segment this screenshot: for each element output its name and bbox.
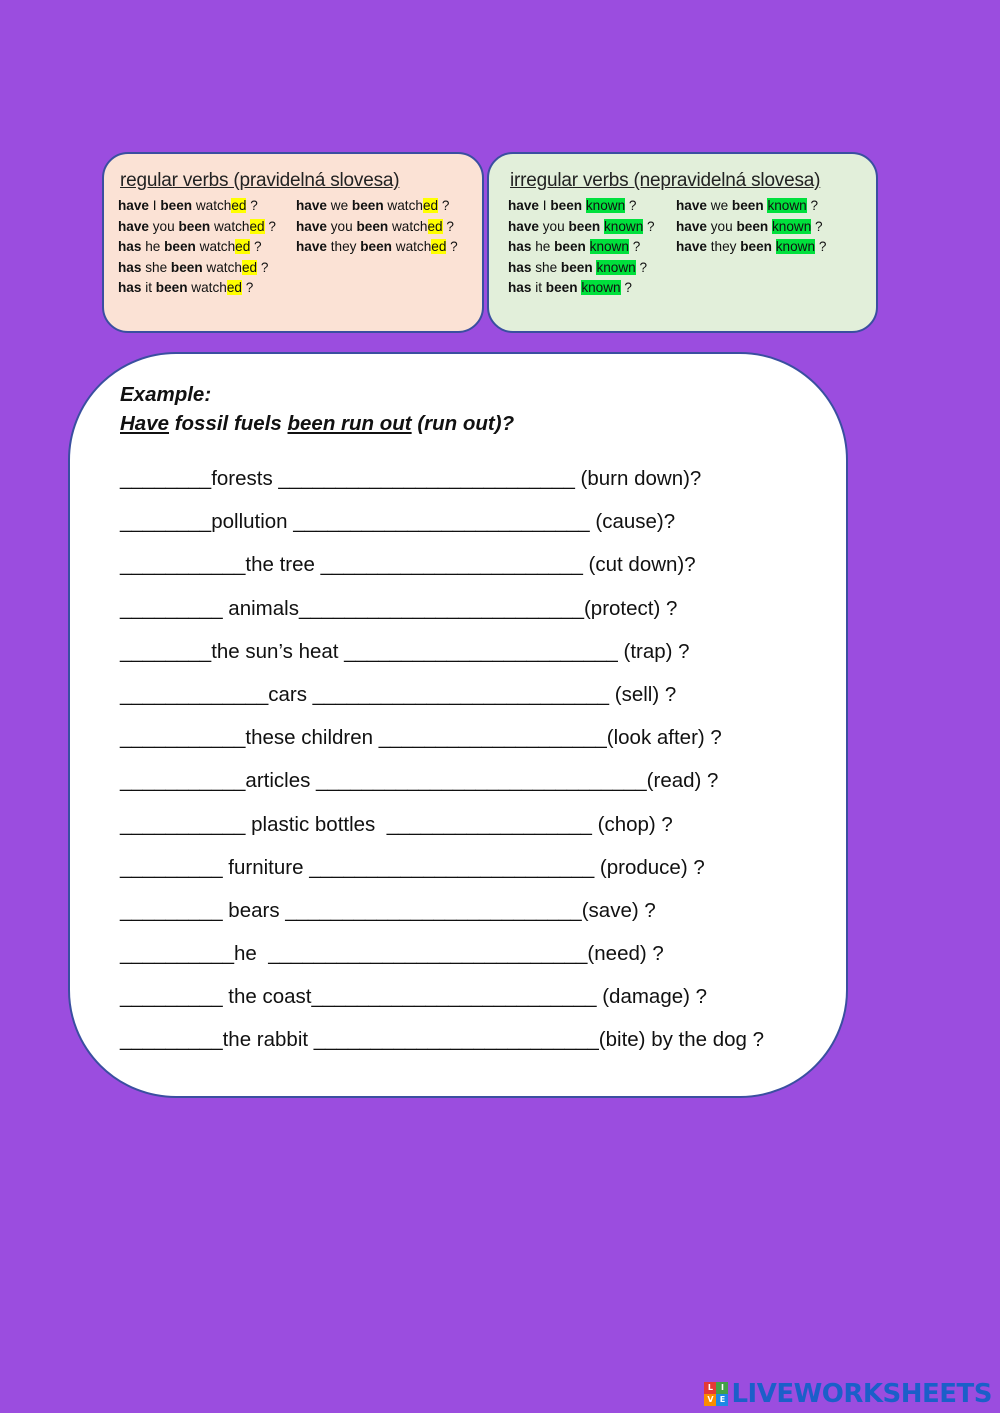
example-been-run-out: been run out bbox=[287, 412, 412, 435]
form-text: we bbox=[326, 198, 352, 213]
example-sentence bbox=[120, 409, 514, 438]
exercise-item[interactable]: ________forests __________________________ (burn down)? bbox=[120, 467, 702, 490]
form-text: you bbox=[326, 218, 357, 234]
auxiliary-word: been bbox=[731, 198, 764, 213]
exercise-item[interactable]: ________pollution __________________________ (cause)? bbox=[120, 510, 676, 534]
verb-ending-highlight: ed bbox=[431, 239, 447, 254]
irregular-verbs-forms bbox=[508, 196, 876, 298]
exercise-item[interactable]: ___________ plastic bottles __________________ (chop) ? bbox=[120, 812, 673, 836]
exercise-item[interactable]: _________ animals_________________________(protect) ? bbox=[120, 596, 678, 620]
irregular-verb-form bbox=[508, 217, 676, 237]
verb-ending-highlight: ed bbox=[249, 218, 265, 234]
regular-verb-form bbox=[118, 258, 296, 278]
exercise-item[interactable]: __________he ____________________________(need) ? bbox=[120, 942, 664, 966]
auxiliary-word: has bbox=[118, 259, 142, 275]
verb-ending-highlight: known bbox=[603, 218, 644, 234]
verb-ending-highlight: known bbox=[767, 198, 807, 213]
regular-verb-form bbox=[296, 217, 476, 237]
verb-ending-highlight: known bbox=[771, 218, 812, 234]
auxiliary-word: been bbox=[155, 280, 188, 295]
exercise-list bbox=[120, 464, 764, 1069]
form-text: ? bbox=[643, 218, 655, 234]
auxiliary-word: been bbox=[351, 198, 384, 213]
auxiliary-word: been bbox=[554, 239, 586, 254]
form-text: watch bbox=[192, 198, 232, 213]
form-text: ? bbox=[635, 259, 648, 275]
exercise-panel bbox=[68, 352, 848, 1098]
auxiliary-word: have bbox=[508, 198, 539, 213]
irregular-verb-form bbox=[676, 258, 866, 278]
irregular-verbs-title: irregular verbs (nepravidelná slovesa) bbox=[510, 170, 821, 191]
auxiliary-word: been bbox=[160, 198, 193, 213]
irregular-verb-form bbox=[676, 278, 866, 298]
auxiliary-word: has bbox=[118, 239, 142, 254]
irregular-verb-form bbox=[676, 237, 866, 257]
form-text: I bbox=[148, 198, 161, 213]
verb-ending-highlight: ed bbox=[226, 280, 242, 295]
regular-verb-form bbox=[296, 258, 476, 278]
regular-verb-form bbox=[296, 237, 476, 257]
form-text: ? bbox=[625, 198, 637, 213]
regular-verb-form bbox=[296, 278, 476, 298]
auxiliary-word: been bbox=[550, 198, 583, 213]
liveworksheets-logo bbox=[704, 1376, 992, 1412]
verb-ending-highlight: known bbox=[596, 259, 636, 275]
irregular-verb-form bbox=[676, 196, 866, 216]
form-text: ? bbox=[250, 239, 262, 254]
form-text: watch bbox=[388, 218, 428, 234]
auxiliary-word: has bbox=[118, 280, 142, 295]
form-text: watch bbox=[383, 198, 423, 213]
form-text: ? bbox=[446, 239, 458, 254]
irregular-verbs-box bbox=[487, 152, 878, 333]
verb-ending-highlight: known bbox=[775, 239, 816, 254]
regular-verbs-title: regular verbs (pravidelná slovesa) bbox=[120, 170, 400, 191]
regular-verb-form bbox=[118, 237, 296, 257]
verb-ending-highlight: ed bbox=[427, 218, 443, 234]
exercise-item[interactable]: ___________the tree _______________________ (cut down)? bbox=[120, 553, 696, 577]
form-text: ? bbox=[246, 198, 258, 213]
auxiliary-word: have bbox=[676, 239, 707, 254]
auxiliary-word: have bbox=[296, 198, 327, 213]
logo-mark-letter: I bbox=[716, 1382, 728, 1394]
auxiliary-word: been bbox=[360, 239, 392, 254]
regular-verbs-forms bbox=[118, 196, 482, 298]
form-text: ? bbox=[241, 280, 254, 295]
form-text: it bbox=[531, 280, 546, 295]
verb-ending-highlight: ed bbox=[422, 198, 439, 213]
auxiliary-word: have bbox=[676, 198, 707, 213]
auxiliary-word: has bbox=[508, 259, 532, 275]
form-text: ? bbox=[438, 198, 450, 213]
logo-mark-letter: E bbox=[716, 1394, 728, 1406]
form-text: ? bbox=[628, 239, 641, 254]
form-text: ? bbox=[264, 218, 276, 234]
form-text: they bbox=[326, 239, 361, 254]
exercise-item[interactable]: _________the rabbit _________________________(bite) by the dog ? bbox=[120, 1028, 765, 1052]
exercise-item[interactable]: _____________cars __________________________ (sell) ? bbox=[120, 682, 677, 706]
example-middle: fossil fuels bbox=[169, 412, 288, 435]
form-text: they bbox=[706, 239, 741, 254]
exercise-item[interactable]: ________the sun’s heat ________________________ (trap) ? bbox=[120, 639, 690, 663]
auxiliary-word: been bbox=[740, 239, 772, 254]
irregular-verb-form bbox=[508, 196, 676, 216]
regular-verb-form bbox=[296, 196, 476, 216]
auxiliary-word: been bbox=[560, 259, 593, 275]
form-text: it bbox=[141, 280, 156, 295]
regular-verb-form bbox=[118, 217, 296, 237]
form-text: watch bbox=[391, 239, 432, 254]
form-text: she bbox=[141, 259, 171, 275]
form-text: he bbox=[141, 239, 165, 254]
auxiliary-word: been bbox=[545, 280, 578, 295]
exercise-item[interactable]: ___________articles _____________________________(read) ? bbox=[120, 769, 719, 793]
form-text: he bbox=[531, 239, 555, 254]
irregular-verb-form bbox=[508, 278, 676, 298]
form-text: I bbox=[538, 198, 551, 213]
auxiliary-word: been bbox=[164, 239, 196, 254]
form-text: watch bbox=[202, 259, 242, 275]
form-text: ? bbox=[806, 198, 819, 213]
exercise-item[interactable]: _________ bears __________________________(save) ? bbox=[120, 898, 656, 922]
verb-ending-highlight: ed bbox=[235, 239, 251, 254]
verb-ending-highlight: ed bbox=[241, 259, 258, 275]
auxiliary-word: has bbox=[508, 280, 532, 295]
exercise-item[interactable]: _________ the coast_________________________ (damage) ? bbox=[120, 985, 708, 1009]
auxiliary-word: have bbox=[676, 218, 707, 234]
form-text: ? bbox=[442, 218, 454, 234]
irregular-verb-form bbox=[508, 258, 676, 278]
example-block bbox=[120, 380, 514, 438]
liveworksheets-logo-text: LIVEWORKSHEETS bbox=[731, 1379, 992, 1409]
regular-verbs-box bbox=[102, 152, 484, 333]
auxiliary-word: been bbox=[736, 218, 769, 234]
example-hint: (run out)? bbox=[411, 412, 515, 435]
form-text: you bbox=[706, 218, 737, 234]
auxiliary-word: has bbox=[508, 239, 532, 254]
auxiliary-word: have bbox=[118, 198, 149, 213]
form-text: you bbox=[148, 218, 179, 234]
form-text: watch bbox=[195, 239, 236, 254]
verb-ending-highlight: ed bbox=[231, 198, 247, 213]
form-text: ? bbox=[811, 218, 823, 234]
auxiliary-word: been bbox=[178, 218, 211, 234]
example-have: Have bbox=[120, 412, 170, 435]
verb-ending-highlight: known bbox=[585, 198, 626, 213]
liveworksheets-logo-icon bbox=[704, 1382, 728, 1406]
form-text: watch bbox=[187, 280, 227, 295]
form-text: she bbox=[531, 259, 561, 275]
auxiliary-word: have bbox=[296, 218, 327, 234]
auxiliary-word: have bbox=[296, 239, 327, 254]
form-text: ? bbox=[620, 280, 632, 295]
regular-verb-form bbox=[118, 278, 296, 298]
regular-verb-form bbox=[118, 196, 296, 216]
auxiliary-word: been bbox=[170, 259, 203, 275]
verb-ending-highlight: known bbox=[589, 239, 629, 254]
irregular-verb-form bbox=[676, 217, 866, 237]
form-text: you bbox=[538, 218, 569, 234]
exercise-item[interactable]: ___________these children ____________________(look after) ? bbox=[120, 726, 722, 750]
form-text: we bbox=[706, 198, 732, 213]
exercise-item[interactable]: _________ furniture _________________________ (produce) ? bbox=[120, 855, 705, 879]
auxiliary-word: been bbox=[356, 218, 389, 234]
logo-mark-letter: V bbox=[704, 1394, 716, 1406]
example-heading: Example: bbox=[120, 383, 212, 406]
form-text: ? bbox=[815, 239, 827, 254]
irregular-verb-form bbox=[508, 237, 676, 257]
verb-ending-highlight: known bbox=[581, 280, 621, 295]
logo-mark-letter: L bbox=[704, 1382, 716, 1394]
auxiliary-word: been bbox=[568, 218, 601, 234]
auxiliary-word: have bbox=[508, 218, 539, 234]
form-text: ? bbox=[257, 259, 269, 275]
form-text: watch bbox=[210, 218, 250, 234]
auxiliary-word: have bbox=[118, 218, 149, 234]
